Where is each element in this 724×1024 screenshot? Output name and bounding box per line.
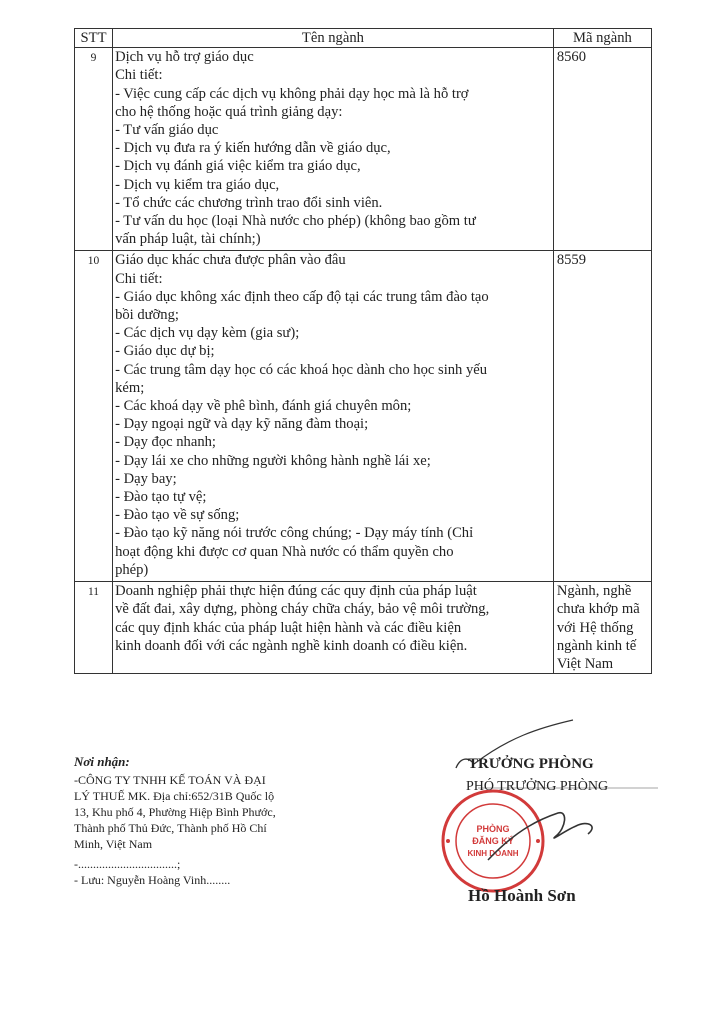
row-line: Dịch vụ hỗ trợ giáo dục bbox=[115, 49, 254, 66]
signer-title: TRƯỞNG PHÒNG bbox=[468, 756, 594, 772]
row-code-cell bbox=[553, 582, 651, 674]
row-stt: 11 bbox=[75, 582, 113, 674]
row-line: - Các khoá dạy về phê bình, đánh giá chuyên môn; bbox=[115, 398, 412, 415]
row-line: Chi tiết: bbox=[115, 67, 163, 84]
row-line: - Dịch vụ đưa ra ý kiến hướng dẫn về giáo dục, bbox=[115, 140, 391, 157]
row-line: - Tư vấn du học (loại Nhà nước cho phép) (không bao gồm tư bbox=[115, 213, 476, 230]
row-name-cell bbox=[113, 251, 554, 582]
table-row bbox=[75, 582, 652, 674]
row-line: Doanh nghiệp phải thực hiện đúng các quy định của pháp luật bbox=[115, 583, 477, 600]
row-line: về đất đai, xây dựng, phòng cháy chữa cháy, bảo vệ môi trường, bbox=[115, 601, 490, 618]
header-name: Tên ngành bbox=[113, 29, 554, 48]
table-header-row bbox=[75, 29, 652, 48]
row-code-line: chưa khớp mã bbox=[556, 601, 640, 618]
header-stt: STT bbox=[75, 29, 113, 48]
table-row bbox=[75, 48, 652, 251]
row-line: kinh doanh đối với các ngành nghề kinh doanh có điều kiện. bbox=[115, 637, 468, 654]
signer-subtitle: PHÓ TRƯỞNG PHÒNG bbox=[466, 779, 609, 794]
signature-block bbox=[448, 718, 668, 918]
row-code-line: Ngành, nghề bbox=[556, 583, 632, 600]
recipient-line: -CÔNG TY TNHH KẾ TOÁN VÀ ĐẠI bbox=[74, 773, 266, 787]
recipient-line: LÝ THUẾ MK. Địa chỉ:652/31B Quốc lộ bbox=[74, 789, 275, 803]
row-stt: 10 bbox=[75, 251, 113, 582]
row-line: - Dạy lái xe cho những người không hành nghề lái xe; bbox=[115, 452, 431, 469]
row-line: - Giáo dục không xác định theo cấp độ tại các trung tâm đào tạo bbox=[115, 288, 489, 305]
row-line: - Tư vấn giáo dục bbox=[115, 122, 219, 139]
row-line: - Đào tạo kỹ năng nói trước công chúng; - Dạy máy tính (Chỉ bbox=[115, 525, 474, 542]
row-line: - Dạy đọc nhanh; bbox=[115, 434, 216, 451]
svg-text:PHÒNG: PHÒNG bbox=[476, 824, 510, 834]
table-row bbox=[75, 251, 652, 582]
row-line: bồi dưỡng; bbox=[115, 307, 179, 324]
row-code: 8560 bbox=[553, 48, 651, 251]
row-line: - Đào tạo tự vệ; bbox=[115, 489, 207, 506]
row-line: Chi tiết: bbox=[115, 270, 163, 287]
recipient-line: 13, Khu phố 4, Phường Hiệp Bình Phước, bbox=[74, 805, 276, 819]
row-code: 8559 bbox=[553, 251, 651, 582]
row-line: - Các trung tâm dạy học có các khoá học dành cho học sinh yếu bbox=[115, 361, 488, 378]
recipient-line: - Lưu: Nguyễn Hoàng Vinh........ bbox=[74, 873, 231, 887]
row-line: - Đào tạo về sự sống; bbox=[115, 507, 240, 524]
row-line: hoạt động khi được cơ quan Nhà nước có thẩm quyền cho bbox=[115, 543, 454, 560]
row-code-line: ngành kinh tế bbox=[556, 637, 637, 654]
business-line-table bbox=[74, 28, 652, 674]
recipient-line: Minh, Việt Nam bbox=[74, 837, 153, 851]
row-line: - Dạy bay; bbox=[115, 470, 177, 487]
row-line: kém; bbox=[115, 379, 145, 396]
recipient-line: -.................................; bbox=[74, 857, 181, 871]
signer-name: Hồ Hoành Sơn bbox=[468, 886, 576, 905]
header-code: Mã ngành bbox=[553, 29, 651, 48]
row-line: - Dịch vụ kiểm tra giáo dục, bbox=[115, 176, 280, 193]
row-line: - Giáo dục dự bị; bbox=[115, 343, 215, 360]
row-line: - Việc cung cấp các dịch vụ không phải dạy học mà là hỗ trợ bbox=[115, 85, 469, 102]
svg-text:KINH DOANH: KINH DOANH bbox=[467, 849, 519, 858]
row-line: - Dạy ngoại ngữ và dạy kỹ năng đàm thoại; bbox=[115, 416, 369, 433]
row-name-cell bbox=[113, 582, 554, 674]
row-line: vấn pháp luật, tài chính;) bbox=[115, 231, 261, 248]
row-name-cell bbox=[113, 48, 554, 251]
recipients-title: Nơi nhận: bbox=[74, 754, 130, 769]
row-line: - Dịch vụ đánh giá việc kiểm tra giáo dục, bbox=[115, 158, 361, 175]
svg-text:ĐĂNG KÝ: ĐĂNG KÝ bbox=[472, 836, 514, 846]
row-line: cho hệ thống hoặc quá trình giảng dạy: bbox=[115, 103, 343, 120]
row-stt: 9 bbox=[75, 48, 113, 251]
row-line: - Tổ chức các chương trình trao đổi sinh viên. bbox=[115, 194, 383, 211]
recipient-line: Thành phố Thủ Đức, Thành phố Hồ Chí bbox=[74, 821, 267, 835]
row-line: các quy định khác của pháp luật hiện hành và các điều kiện bbox=[115, 619, 462, 636]
row-line: - Các dịch vụ dạy kèm (gia sư); bbox=[115, 325, 300, 342]
row-line: Giáo dục khác chưa được phân vào đâu bbox=[115, 252, 346, 269]
row-line: phép) bbox=[115, 561, 149, 578]
recipients-block bbox=[74, 754, 314, 888]
row-code-line: với Hệ thống bbox=[556, 619, 634, 636]
row-code-line: Việt Nam bbox=[556, 655, 614, 672]
